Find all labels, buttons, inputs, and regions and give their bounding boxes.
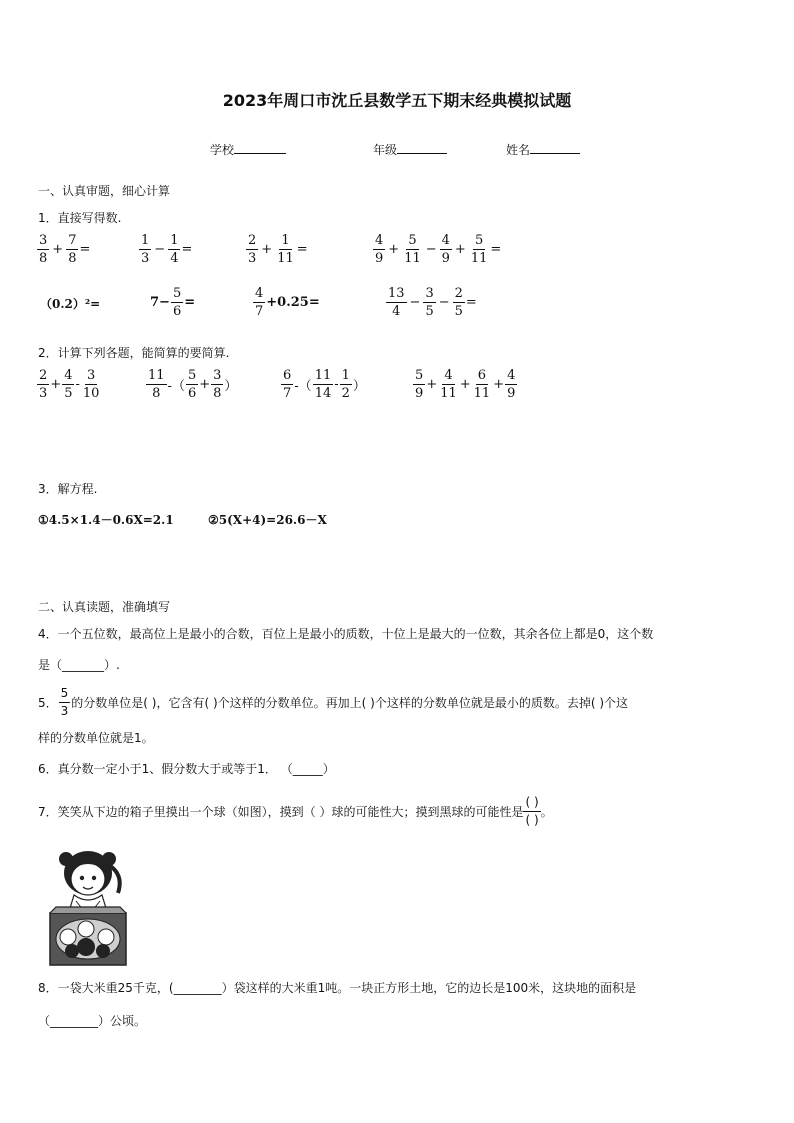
q3-label: 3．解方程.	[38, 482, 98, 496]
q3-equation-2: ②5(X+4)=26.6－X	[208, 513, 327, 527]
q4-line-2: 是（_______）.	[38, 658, 120, 672]
q3-equation-1: ①4.5×1.4－0.6X=2.1	[38, 513, 174, 527]
school-label: 学校	[210, 143, 235, 157]
name-blank	[530, 141, 580, 154]
q2-label: 2．计算下列各题，能简算的要简算.	[38, 346, 230, 360]
q1-r2-e4: $\frac{13}{4}$ − $\frac{3}{5}$ − $\frac{2}{5}$ =	[388, 286, 477, 319]
q2-e2: $\frac{11}{8}$ -（ $\frac{5}{6}$ + $\frac{3}{8}$ ）	[148, 368, 238, 401]
q6-text: 6．真分数一定小于1、假分数大于或等于1． （_____）	[38, 762, 335, 776]
q2-e1: $\frac{2}{3}$ + $\frac{4}{5}$ - $\frac{3}{10}$	[39, 368, 100, 401]
q7-text: 7．笑笑从下边的箱子里摸出一个球（如图），摸到（ ）球的可能性大；摸到黑球的可能性是 ( ) ( ) 。	[38, 795, 553, 827]
q1-r1-e2: $\frac{1}{3}$ − $\frac{1}{4}$ =	[141, 233, 193, 266]
q1-r2-e1: （0.2）²=	[40, 297, 101, 311]
girl-with-box-illustration	[46, 845, 130, 969]
name-field	[506, 141, 580, 158]
school-blank	[234, 141, 286, 154]
q2-e4: $\frac{5}{9}$ + $\frac{4}{11}$ + $\frac{6}{11}$ + $\frac{4}{9}$	[415, 368, 516, 401]
grade-field	[373, 141, 447, 158]
q8-line-2: （________）公顷。	[38, 1014, 147, 1028]
school-field	[210, 141, 286, 158]
grade-blank	[397, 141, 447, 154]
q7-blank-fraction: ( ) ( )	[525, 795, 539, 827]
q4-line-1: 4．一个五位数，最高位上是最小的合数，百位上是最小的质数，十位上是最大的一位数，其余各位上都是0，这个数	[38, 627, 654, 641]
q1-label: 1．直接写得数.	[38, 211, 122, 225]
q1-r1-e3: $\frac{2}{3}$ + $\frac{1}{11}$ =	[248, 233, 308, 266]
section1-title: 一、认真审题，细心计算	[38, 184, 171, 198]
q5-line-2: 样的分数单位就是1。	[38, 731, 154, 745]
q1-r2-e2: 7− $\frac{5}{6}$ =	[150, 286, 196, 319]
name-label: 姓名	[506, 143, 531, 157]
q5-fraction: $\frac{5}{3}$	[60, 686, 69, 718]
section2-title: 二、认真读题，准确填写	[38, 600, 171, 614]
q2-e3: $\frac{6}{7}$ -（ $\frac{11}{14}$ - $\frac{1}{2}$ ）	[283, 368, 366, 401]
grade-label: 年级	[373, 143, 398, 157]
page-title: 2023年周口市沈丘县数学五下期末经典模拟试题	[222, 91, 572, 110]
q5-line-1: 5． $\frac{5}{3}$ 的分数单位是( )，它含有( )个这样的分数单位。再加上( )个这样的分数单位就是最小的质数。去掉( )个这	[38, 686, 628, 718]
q1-r2-e3: $\frac{4}{7}$ +0.25=	[255, 286, 320, 319]
q1-r1-e1: $\frac{3}{8}$ + $\frac{7}{8}$ =	[39, 233, 91, 266]
q1-r1-e4: $\frac{4}{9}$ + $\frac{5}{11}$ − $\frac{4}{9}$ + $\frac{5}{11}$ =	[375, 233, 502, 266]
q8-line-1: 8．一袋大米重25千克，(________）袋这样的大米重1吨。一块正方形土地，它的边长是100米，这块地的面积是	[38, 981, 637, 995]
